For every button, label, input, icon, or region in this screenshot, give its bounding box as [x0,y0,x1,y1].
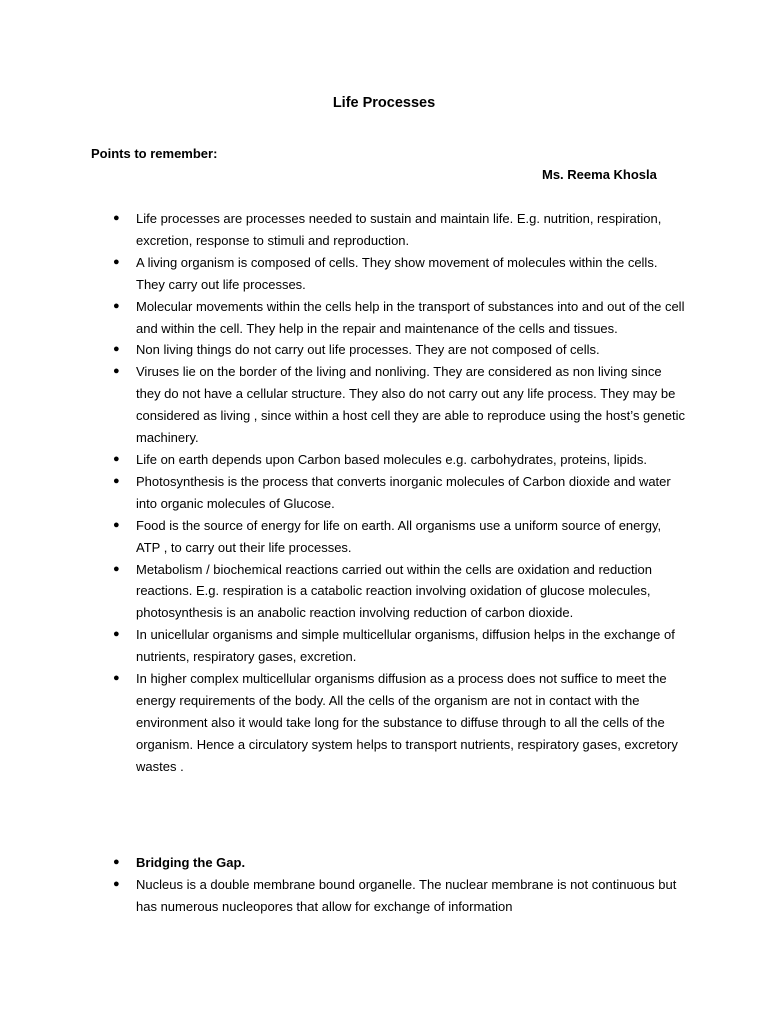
list-item [0,449,768,471]
section-heading: Bridging the Gap. [136,855,246,870]
list-item-text: A living organism is composed of cells. They show movement of molecules within the cells. They carry out life processes. [136,254,658,292]
list-item-text: Life processes are processes needed to sustain and maintain life. E.g. nutrition, respiration, excretion, response to stimuli and reproduction. [136,211,662,248]
bullet-icon: ● [113,343,120,356]
list-item-text: Nucleus is a double membrane bound organelle. The nuclear membrane is not continuous but has numerous nucleopores that allow for exchange of information [136,876,677,914]
list-item [0,874,768,918]
list-item-text: Photosynthesis is the process that converts inorganic molecules of Carbon dioxide and water into organic molecules of Glucose. [136,473,671,511]
bullet-icon: ● [113,672,120,685]
list-item-text: Non living things do not carry out life processes. They are not composed of cells. [136,342,600,358]
list-item [0,624,768,668]
bullet-icon: ● [113,255,120,268]
bullet-icon: ● [113,518,120,531]
list-item [0,361,768,449]
list-item-text: Life on earth depends upon Carbon based molecules e.g. carbohydrates, proteins, lipids. [136,451,647,467]
list-item [0,339,768,361]
bullet-icon: ● [113,452,120,465]
bullet-icon: ● [113,365,120,378]
bullet-icon: ● [113,212,120,224]
list-item-text: Metabolism / biochemical reactions carried out within the cells are oxidation and reduction reactions. E.g. respiration is a catabolic reaction involving oxidation of glucose molecules, photosynthesis is an anabolic reaction involving reduction of carbon dioxide. [136,561,652,621]
list-item [0,296,768,340]
list-item [0,559,768,625]
list-item [0,471,768,515]
list-item-text: Molecular movements within the cells help in the transport of substances into and out of the cell and within the cell. They help in the repair and maintenance of the cells and tissues. [136,298,685,336]
bullet-icon: ● [113,474,120,487]
bullet-icon: ● [113,856,120,868]
page-title: Life Processes [332,95,436,111]
list-item [0,668,768,778]
points-heading: Points to remember: [91,146,218,161]
list-item [0,252,768,296]
list-item-text: Viruses lie on the border of the living and nonliving. They are considered as non living since they do not have a cellular structure. They also do not carry out any life process. They may be considered as living , since within a host cell they are able to reproduce using the host’s genetic machinery. [136,364,685,446]
list-item [0,515,768,559]
list-item [0,208,768,252]
author-name: Ms. Reema Khosla [542,167,657,182]
list-item [0,852,768,874]
list-item-text: In higher complex multicellular organisms diffusion as a process does not suffice to meet the energy requirements of the body. All the cells of the organism are not in contact with the environment also it would take long for the substance to diffuse through to all the cells of the organism. Hence a circulatory system helps to transport nutrients, respiratory gases, excretory wastes . [136,671,678,774]
points-list [0,208,768,778]
list-item-text: Food is the source of energy for life on earth. All organisms use a uniform source of energy, ATP , to carry out their life processes. [136,517,662,555]
bullet-icon: ● [113,299,120,312]
bridging-section-list [0,852,768,918]
bullet-icon: ● [113,628,120,641]
list-item-text: In unicellular organisms and simple multicellular organisms, diffusion helps in the exchange of nutrients, respiratory gases, excretion. [136,627,675,665]
bullet-icon: ● [113,562,120,575]
bullet-icon: ● [113,877,120,890]
